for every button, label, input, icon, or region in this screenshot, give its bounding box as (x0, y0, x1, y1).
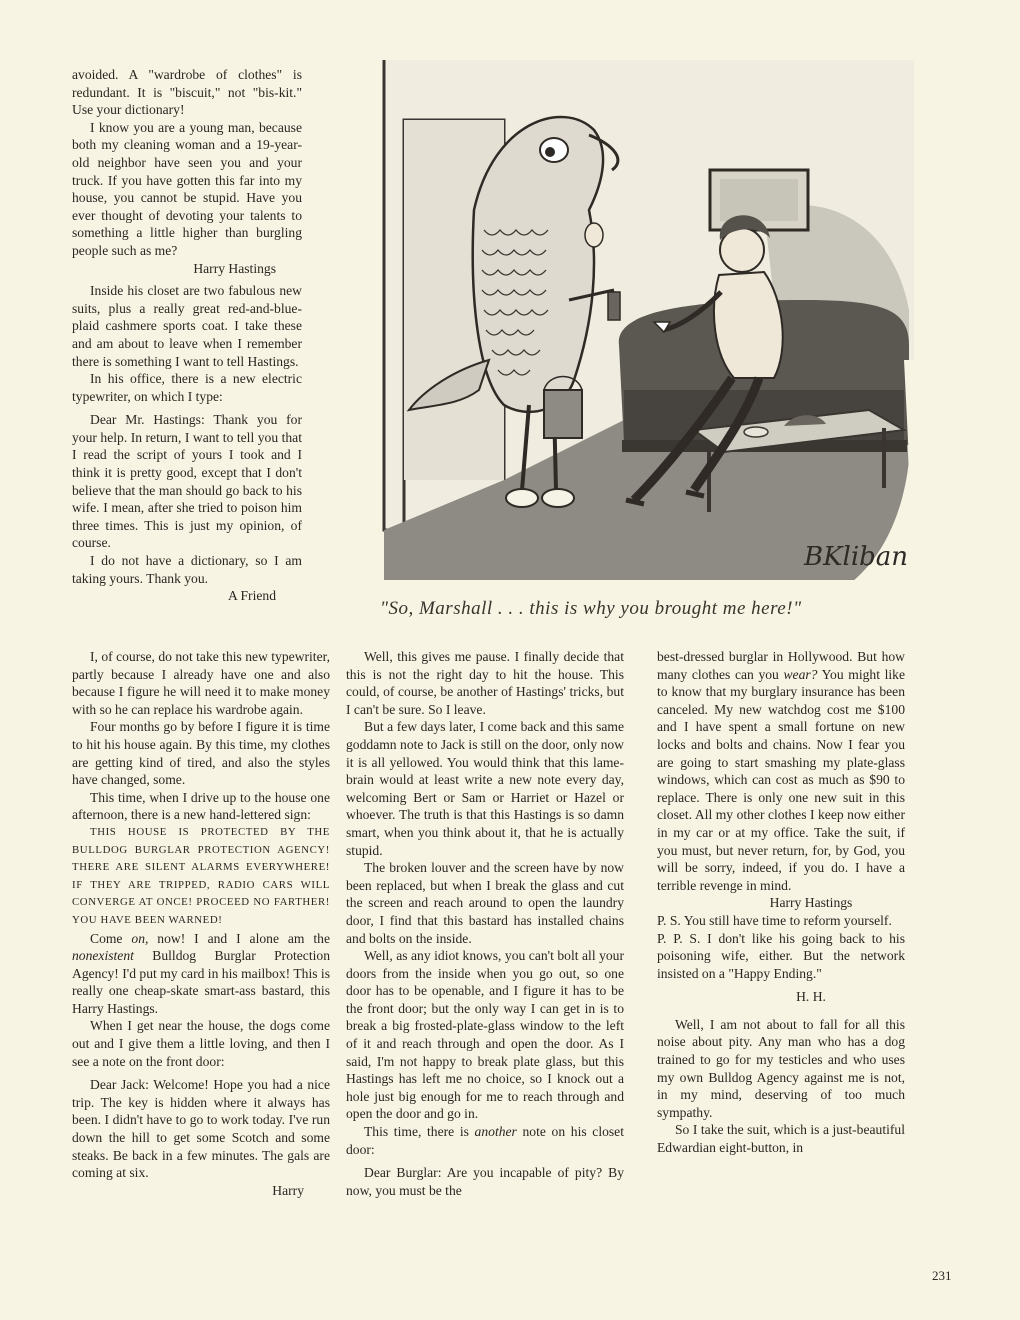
letter-paragraph: Dear Burglar: Are you incapable of pity? By now, you must be the (346, 1165, 624, 1198)
paragraph: In his office, there is a new electric typewriter, on which I type: (72, 371, 302, 404)
roller-skate (506, 489, 538, 507)
paragraph: I, of course, do not take this new typewriter, partly because I already have one and also because I figure he will need it to make money with so he can replace his wardrobe again. (72, 649, 330, 717)
column-1-lower (72, 648, 330, 1205)
emphasis: on, (131, 930, 149, 946)
emphasis: another (474, 1124, 517, 1140)
closet-note (346, 1164, 624, 1199)
signature: Harry Hastings (193, 260, 276, 276)
paragraph (72, 930, 330, 1018)
ashtray (744, 427, 768, 437)
paragraph: avoided. A "wardrobe of clothes" is redundant. It is "biscuit," not "bis-kit." Use your dictionary! (72, 67, 302, 118)
postscript: P. S. You still have time to reform yourself. (657, 912, 892, 928)
man-face (585, 223, 603, 247)
text-run: Come (90, 930, 132, 946)
paragraph: But a few days later, I come back and this same goddamn note to Jack is still on the door, only now it is all yellowed. You would think that this lame-brain would at least write a new note every day, welcoming Bert or Sam or Harriet or Hazel or whoever. The truth is that this Hastings is so damn smart, when you think about it, that he is actually stupid. (346, 719, 624, 858)
signature-initials: H. H. (796, 989, 826, 1005)
paragraph (346, 1123, 624, 1158)
letter-paragraph: Dear Jack: Welcome! Hope you had a nice trip. The key is hidden where it always has been. I didn't have to go to work today. I've run down the hill to get some Scotch and some steaks. Be back in a few minutes. The gals are coming at six. (72, 1077, 330, 1181)
paragraph: So I take the suit, which is a just-beautiful Edwardian eight-button, in (657, 1122, 905, 1156)
paragraph: Well, as any idiot knows, you can't bolt all your doors from the inside when you go out, so one door has to be openable, and I figure it has to be the front door; but the only way I can get in is to break a big frosted-plate-glass window to the left of it and reach through and open the door. As I said, I'm not happy to break plate glass, but this Hastings has left me no choice, so I knock out a hole just big enough for me to reach through and open the door and go in. (346, 948, 624, 1122)
cartoon-illustration (364, 60, 924, 588)
column-1-upper (72, 66, 302, 611)
paint-can (544, 390, 582, 438)
cartoon-caption: "So, Marshall . . . this is why you brought me here!" (380, 598, 802, 619)
roller-skate (542, 489, 574, 507)
paragraph: Well, this gives me pause. I finally decide that this is not the right day to hit the house. This could, of course, be another of Hastings' tricks, but I can't be sure. So I leave. (346, 649, 624, 717)
wall-picture-inner (720, 179, 798, 221)
text-run: This time, there is (364, 1124, 475, 1140)
paragraph: Four months go by before I figure it is time to hit his house again. By this time, my clothes are getting kind of tired, and also the styles have changed, some. (72, 719, 330, 788)
text-run: Bulldog Burglar Protection Agency! I'd put my card in his mailbox! This is really one cheap-skate smart-ass bastard, this Harry Hastings. (72, 948, 330, 1016)
typed-letter (72, 411, 302, 605)
text-run: You might like to know that my burglary insurance has been canceled. My new watchdog cost me $100 and I have spent a small fortune on new locks and bolts and chains. Now I fear you are going to start smashing my plate-glass windows, which can cost as much as $90 to replace. There is only one new suit in this closet. All my other clothes I keep now either in my car or at my office. Take the suit, if you must, but never return, for, by God, you will be sorry, indeed, if you do. I have a terrible revenge in mind. (657, 666, 905, 893)
letter-paragraph: Dear Mr. Hastings: Thank you for your help. In return, I want to tell you that I read the script of yours I took and I think it is pretty good, except that I don't believe that the man should go back to his wife. I mean, after she tried to poison him three times. This is just my opinion, of course. (72, 412, 302, 551)
paragraph (657, 648, 905, 894)
emphasis: nonexistent (72, 948, 134, 964)
text-run: now! I and I alone am the (148, 930, 331, 946)
paragraph: Inside his closet are two fabulous new suits, plus a really great red-and-blue-plaid cashmere sports coat. I take these and am about to leave when I remember there is something I want to tell Hastings. (72, 283, 302, 369)
text-run: best-dressed burglar in Hollywood. But how many clothes can you (657, 649, 905, 682)
signature: A Friend (228, 588, 276, 604)
paragraph: This time, when I drive up to the house one afternoon, there is a new hand-lettered sign: (72, 789, 330, 823)
hand-lettered-sign: THIS HOUSE IS PROTECTED BY THE BULLDOG BURGLAR PROTECTION AGENCY! THERE ARE SILENT ALARMS EVERYWHERE! IF THEY ARE TRIPPED, RADIO CARS WILL CONVERGE AT ONCE! PROCEED NO FARTHER! YOU HAVE BEEN WARNED! (72, 825, 330, 926)
page-number: 231 (932, 1268, 952, 1283)
signature: Harry (272, 1182, 304, 1198)
paragraph: The broken louver and the screen have by now been replaced, but when I break the glass and cut the screen and reach around to open the laundry door, I find that this bastard has installed chains and bolts on the inside. (346, 860, 624, 946)
paint-brush (608, 292, 620, 320)
fish-pupil (545, 147, 555, 157)
text-run: note on his closet door: (346, 1124, 624, 1157)
letter-paragraph: I do not have a dictionary, so I am taking yours. Thank you. (72, 553, 302, 586)
cartoonist-signature: BKliban (804, 542, 909, 572)
column-2 (346, 648, 624, 1205)
woman-body (714, 272, 783, 378)
door-note (72, 1076, 330, 1199)
signature: Harry Hastings (769, 895, 853, 911)
paragraph: When I get near the house, the dogs come out and I give them a little loving, and then I see a note on the front door: (72, 1018, 330, 1069)
column-3 (657, 648, 905, 1157)
emphasis: wear? (783, 666, 818, 682)
postscript: P. P. S. I don't like his going back to his poisoning wife, either. But the network insisted on a "Happy Ending." (657, 930, 905, 981)
paragraph: Well, I am not about to fall for all this noise about pity. Any man who has a dog trained to go for my testicles and who uses my own Bulldog Agency against me is not, in my mind, deserving of too much sympathy. (657, 1016, 905, 1120)
paragraph: I know you are a young man, because both my cleaning woman and a 19-year-old neighbor have seen you and your truck. If you have gotten this far into my house, you cannot be stupid. Have you ever thought of devoting your talents to something a little higher than burgling people such as me? (72, 119, 302, 258)
